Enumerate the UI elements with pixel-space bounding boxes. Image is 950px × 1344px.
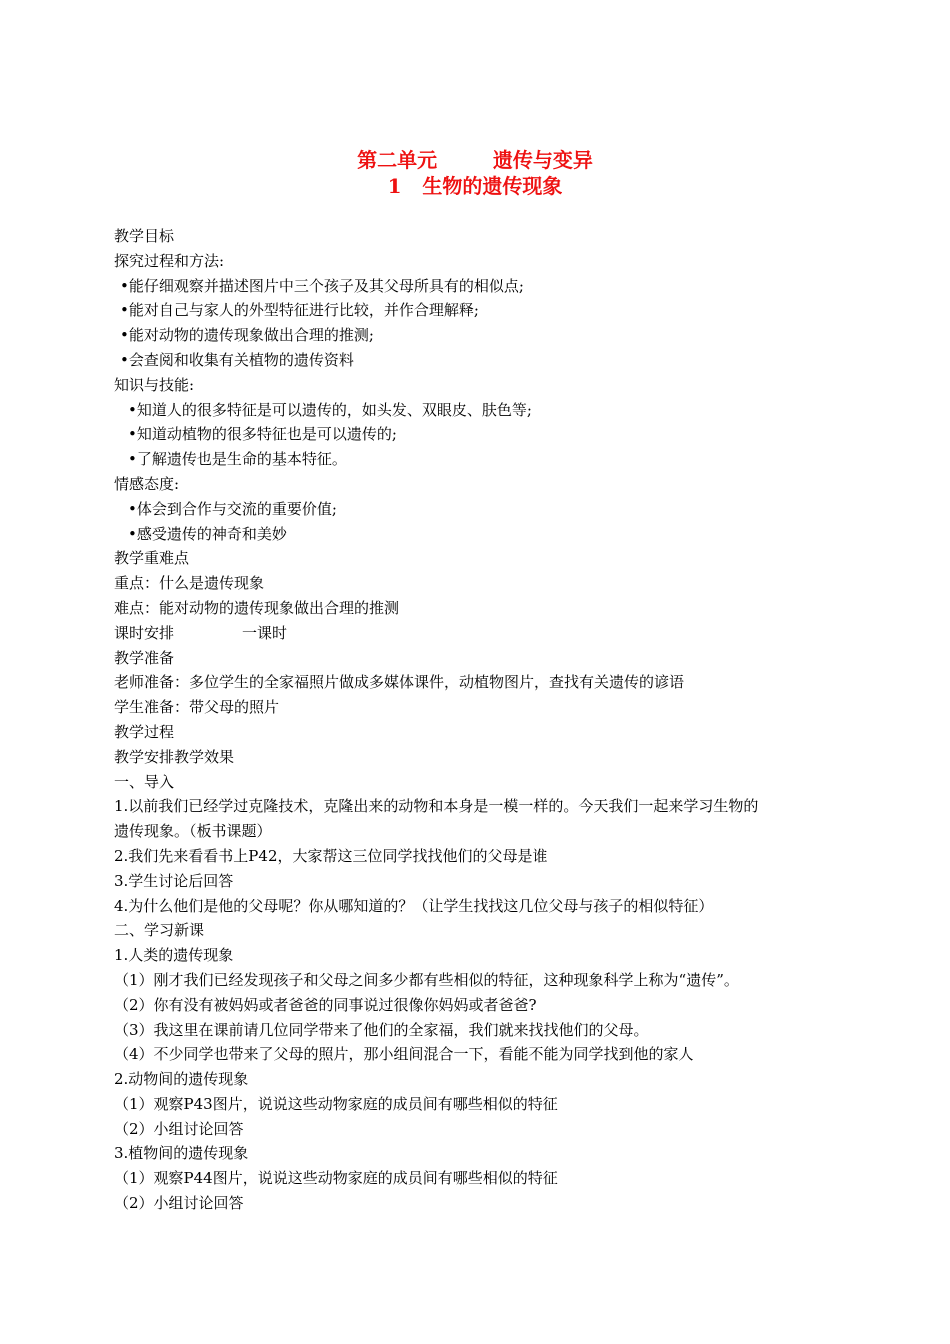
subheading-knowledge-skills: 知识与技能: <box>114 375 195 394</box>
document-title <box>0 147 950 199</box>
bullet-item: •知道人的很多特征是可以遗传的，如头发、双眼皮、肤色等; <box>128 400 532 419</box>
heading-key-points: 教学重难点 <box>114 549 190 568</box>
difficult-point: 难点：能对动物的遗传现象做出合理的推测 <box>114 598 400 617</box>
key-point: 重点：什么是遗传现象 <box>114 574 265 593</box>
subheading-arrangement: 教学安排教学效果 <box>114 747 235 766</box>
heading-preparation: 教学准备 <box>114 648 175 667</box>
schedule-label: 课时安排 <box>114 623 175 642</box>
subheading-attitude: 情感态度: <box>114 474 180 493</box>
list-item: （4）不少同学也带来了父母的照片，那小组间混合一下，看能不能为同学找到他的家人 <box>114 1045 694 1064</box>
bullet-item: •能对自己与家人的外型特征进行比较，并作合理解释; <box>120 301 479 320</box>
unit-label: 第二单元 <box>357 148 438 172</box>
list-item: 4.为什么他们是他的父母呢？你从哪知道的？（让学生找找这几位父母与孩子的相似特征） <box>114 896 714 915</box>
bullet-item: •会查阅和收集有关植物的遗传资料 <box>120 350 354 369</box>
lesson-number: 1 <box>387 174 402 198</box>
paragraph-line: 遗传现象。（板书课题） <box>114 822 272 841</box>
unit-topic: 遗传与变异 <box>492 148 593 172</box>
list-item: （1）观察P43图片，说说这些动物家庭的成员间有哪些相似的特征 <box>114 1094 558 1113</box>
lesson-title: 生物的遗传现象 <box>422 174 563 198</box>
list-item: （1）刚才我们已经发现孩子和父母之间多少都有些相似的特征，这种现象科学上称为“遗传”。 <box>114 970 739 989</box>
bullet-item: •知道动植物的很多特征也是可以遗传的; <box>128 425 397 444</box>
schedule-line <box>114 621 844 646</box>
list-item: （3）我这里在课前请几位同学带来了他们的全家福，我们就来找找他们的父母。 <box>114 1020 649 1039</box>
bullet-item: •了解遗传也是生命的基本特征。 <box>128 450 347 469</box>
heading-process: 教学过程 <box>114 722 175 741</box>
lesson-heading <box>0 173 950 199</box>
schedule-value: 一课时 <box>242 623 288 642</box>
bullet-item: •感受遗传的神奇和美妙 <box>128 524 287 543</box>
section-new-lesson: 二、学习新课 <box>114 921 205 940</box>
heading-teaching-goals: 教学目标 <box>114 227 175 245</box>
unit-heading <box>0 147 950 173</box>
subsection-animal-heredity: 2.动物间的遗传现象 <box>114 1070 249 1089</box>
student-preparation: 学生准备：带父母的照片 <box>114 698 280 717</box>
document-body <box>114 224 844 1216</box>
list-item: （2）小组讨论回答 <box>114 1194 244 1213</box>
bullet-item: •能对动物的遗传现象做出合理的推测; <box>120 326 374 345</box>
section-introduction: 一、导入 <box>114 772 175 791</box>
subheading-process-methods: 探究过程和方法: <box>114 251 225 270</box>
subsection-plant-heredity: 3.植物间的遗传现象 <box>114 1144 249 1163</box>
list-item: （2）小组讨论回答 <box>114 1119 244 1138</box>
list-item: （2）你有没有被妈妈或者爸爸的同事说过很像你妈妈或者爸爸? <box>114 995 537 1014</box>
list-item: 3.学生讨论后回答 <box>114 871 234 890</box>
list-item: （1）观察P44图片，说说这些动物家庭的成员间有哪些相似的特征 <box>114 1169 558 1188</box>
list-item: 2.我们先来看看书上P42，大家帮这三位同学找找他们的父母是谁 <box>114 846 548 865</box>
teacher-preparation: 老师准备：多位学生的全家福照片做成多媒体课件，动植物图片，查找有关遗传的谚语 <box>114 673 685 692</box>
bullet-item: •体会到合作与交流的重要价值; <box>128 499 337 518</box>
bullet-item: •能仔细观察并描述图片中三个孩子及其父母所具有的相似点; <box>120 276 524 295</box>
subsection-human-heredity: 1.人类的遗传现象 <box>114 946 234 965</box>
paragraph-line: 1.以前我们已经学过克隆技术，克隆出来的动物和本身是一模一样的。今天我们一起来学习生物的 <box>114 797 759 816</box>
